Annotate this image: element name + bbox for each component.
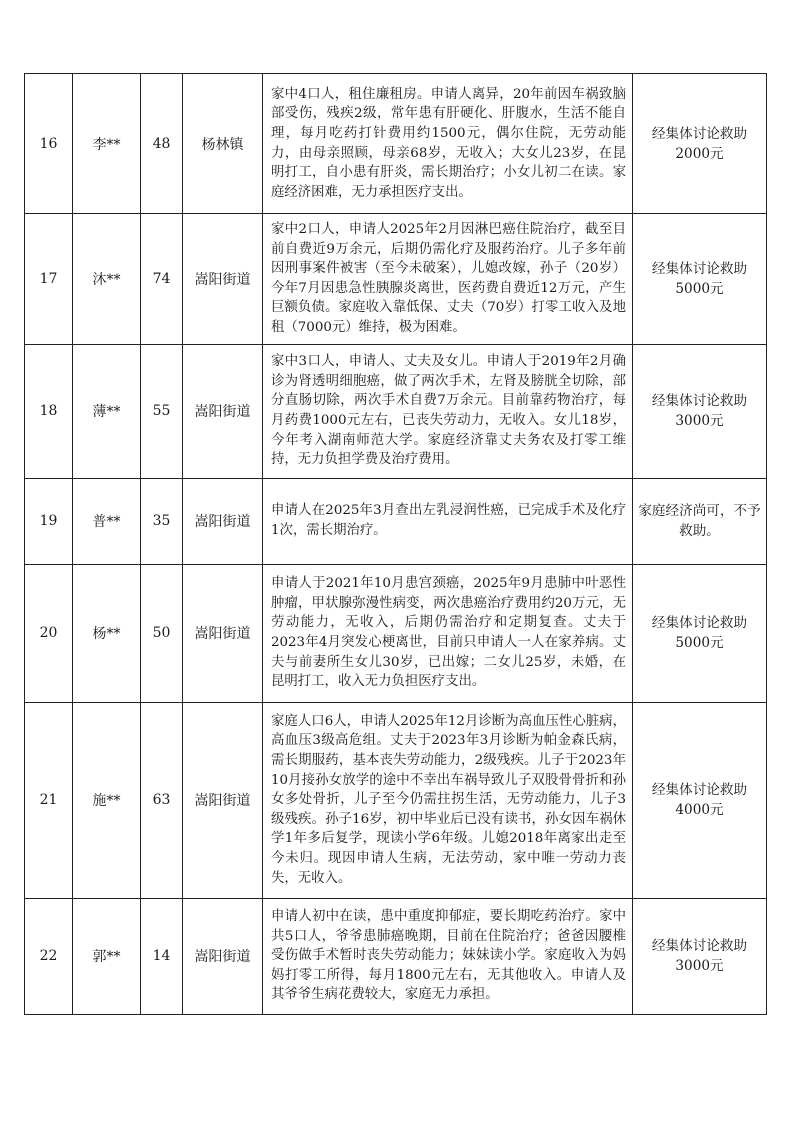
applicant-age: 74	[141, 214, 183, 345]
applicant-age: 14	[141, 898, 183, 1014]
applicant-address: 嵩阳街道	[183, 898, 263, 1014]
applicant-address: 嵩阳街道	[183, 478, 263, 564]
row-number: 16	[25, 74, 73, 214]
assistance-result: 经集体讨论救助5000元	[633, 214, 767, 345]
row-number: 18	[25, 344, 73, 478]
assistance-result: 家庭经济尚可，不予救助。	[633, 478, 767, 564]
applicant-address: 嵩阳街道	[183, 702, 263, 898]
row-number: 21	[25, 702, 73, 898]
table-row	[25, 344, 767, 478]
applicant-age: 50	[141, 564, 183, 702]
applicant-name: 杨**	[73, 564, 141, 702]
applicant-age: 55	[141, 344, 183, 478]
assistance-result: 经集体讨论救助5000元	[633, 564, 767, 702]
applicant-address: 嵩阳街道	[183, 564, 263, 702]
applicant-name: 薄**	[73, 344, 141, 478]
table-row	[25, 564, 767, 702]
case-description: 家中4口人，租住廉租房。申请人离异，20年前因车祸致脑部受伤，残疾2级，常年患有肝硬化、肝腹水，生活不能自理，每月吃药打针费用约1500元，偶尔住院，无劳动能力，由母亲照顾，母亲68岁，无收入；大女儿23岁，在昆明打工，自小患有肝炎，需长期治疗；小女儿初二在读。家庭经济困难，无力承担医疗支出。	[263, 74, 633, 214]
row-number: 17	[25, 214, 73, 345]
case-description: 申请人在2025年3月查出左乳浸润性癌，已完成手术及化疗1次，需长期治疗。	[263, 478, 633, 564]
applicant-age: 63	[141, 702, 183, 898]
row-number: 20	[25, 564, 73, 702]
applicant-age: 35	[141, 478, 183, 564]
case-description: 申请人于2021年10月患宫颈癌，2025年9月患肺中叶恶性肿瘤，甲状腺弥漫性病变，两次患癌治疗费用约20万元，无劳动能力，无收入，后期仍需治疗和定期复查。丈夫于2023年4月突发心梗离世，目前只申请人一人在家养病。丈夫与前妻所生女儿30岁，已出嫁；二女儿25岁，未婚，在昆明打工，收入无力负担医疗支出。	[263, 564, 633, 702]
assistance-result: 经集体讨论救助3000元	[633, 898, 767, 1014]
applicant-name: 普**	[73, 478, 141, 564]
applicant-address: 嵩阳街道	[183, 214, 263, 345]
table-row	[25, 74, 767, 214]
case-description: 家中3口人，申请人、丈夫及女儿。申请人于2019年2月确诊为肾透明细胞癌，做了两次手术，左肾及膀胱全切除，部分直肠切除，两次手术自费7万余元。目前靠药物治疗，每月药费1000元左右，已丧失劳动力，无收入。女儿18岁，今年考入湖南师范大学。家庭经济靠丈夫务农及打零工维持，无力负担学费及治疗费用。	[263, 344, 633, 478]
applicant-address: 杨林镇	[183, 74, 263, 214]
assistance-result: 经集体讨论救助2000元	[633, 74, 767, 214]
table-row	[25, 214, 767, 345]
applicant-age: 48	[141, 74, 183, 214]
applicant-name: 李**	[73, 74, 141, 214]
assistance-table	[24, 73, 767, 1015]
case-description: 申请人初中在读，患中重度抑郁症，要长期吃药治疗。家中共5口人，爷爷患肺癌晚期，目前在住院治疗；爸爸因腰椎受伤做手术暂时丧失劳动能力；妹妹读小学。家庭收入为妈妈打零工所得，每月1800元左右，无其他收入。申请人及其爷爷生病花费较大，家庭无力承担。	[263, 898, 633, 1014]
case-description: 家庭人口6人，申请人2025年12月诊断为高血压性心脏病，高血压3级高危组。丈夫于2023年3月诊断为帕金森氏病，需长期服药，基本丧失劳动能力，2级残疾。儿子于2023年10月接孙女放学的途中不幸出车祸导致儿子双股骨骨折和孙女多处骨折，儿子至今仍需拄拐生活，无劳动能力，儿子3级残疾。孙子16岁，初中毕业后已没有读书，孙女因车祸休学1年多后复学，现读小学6年级。儿媳2018年离家出走至今未归。现因申请人生病，无法劳动，家中唯一劳动力丧失，无收入。	[263, 702, 633, 898]
assistance-result: 经集体讨论救助3000元	[633, 344, 767, 478]
applicant-name: 施**	[73, 702, 141, 898]
case-description: 家中2口人，申请人2025年2月因淋巴癌住院治疗，截至目前自费近9万余元，后期仍需化疗及服药治疗。儿子多年前因刑事案件被害（至今未破案），儿媳改嫁，孙子（20岁）今年7月因患急性胰腺炎离世，医药费自费近12万元，产生巨额负债。家庭收入靠低保、丈夫（70岁）打零工收入及地租（7000元）维持，极为困难。	[263, 214, 633, 345]
assistance-result: 经集体讨论救助4000元	[633, 702, 767, 898]
applicant-name: 郭**	[73, 898, 141, 1014]
applicant-address: 嵩阳街道	[183, 344, 263, 478]
table-row	[25, 702, 767, 898]
row-number: 22	[25, 898, 73, 1014]
row-number: 19	[25, 478, 73, 564]
table-row	[25, 898, 767, 1014]
applicant-name: 沐**	[73, 214, 141, 345]
table-row	[25, 478, 767, 564]
